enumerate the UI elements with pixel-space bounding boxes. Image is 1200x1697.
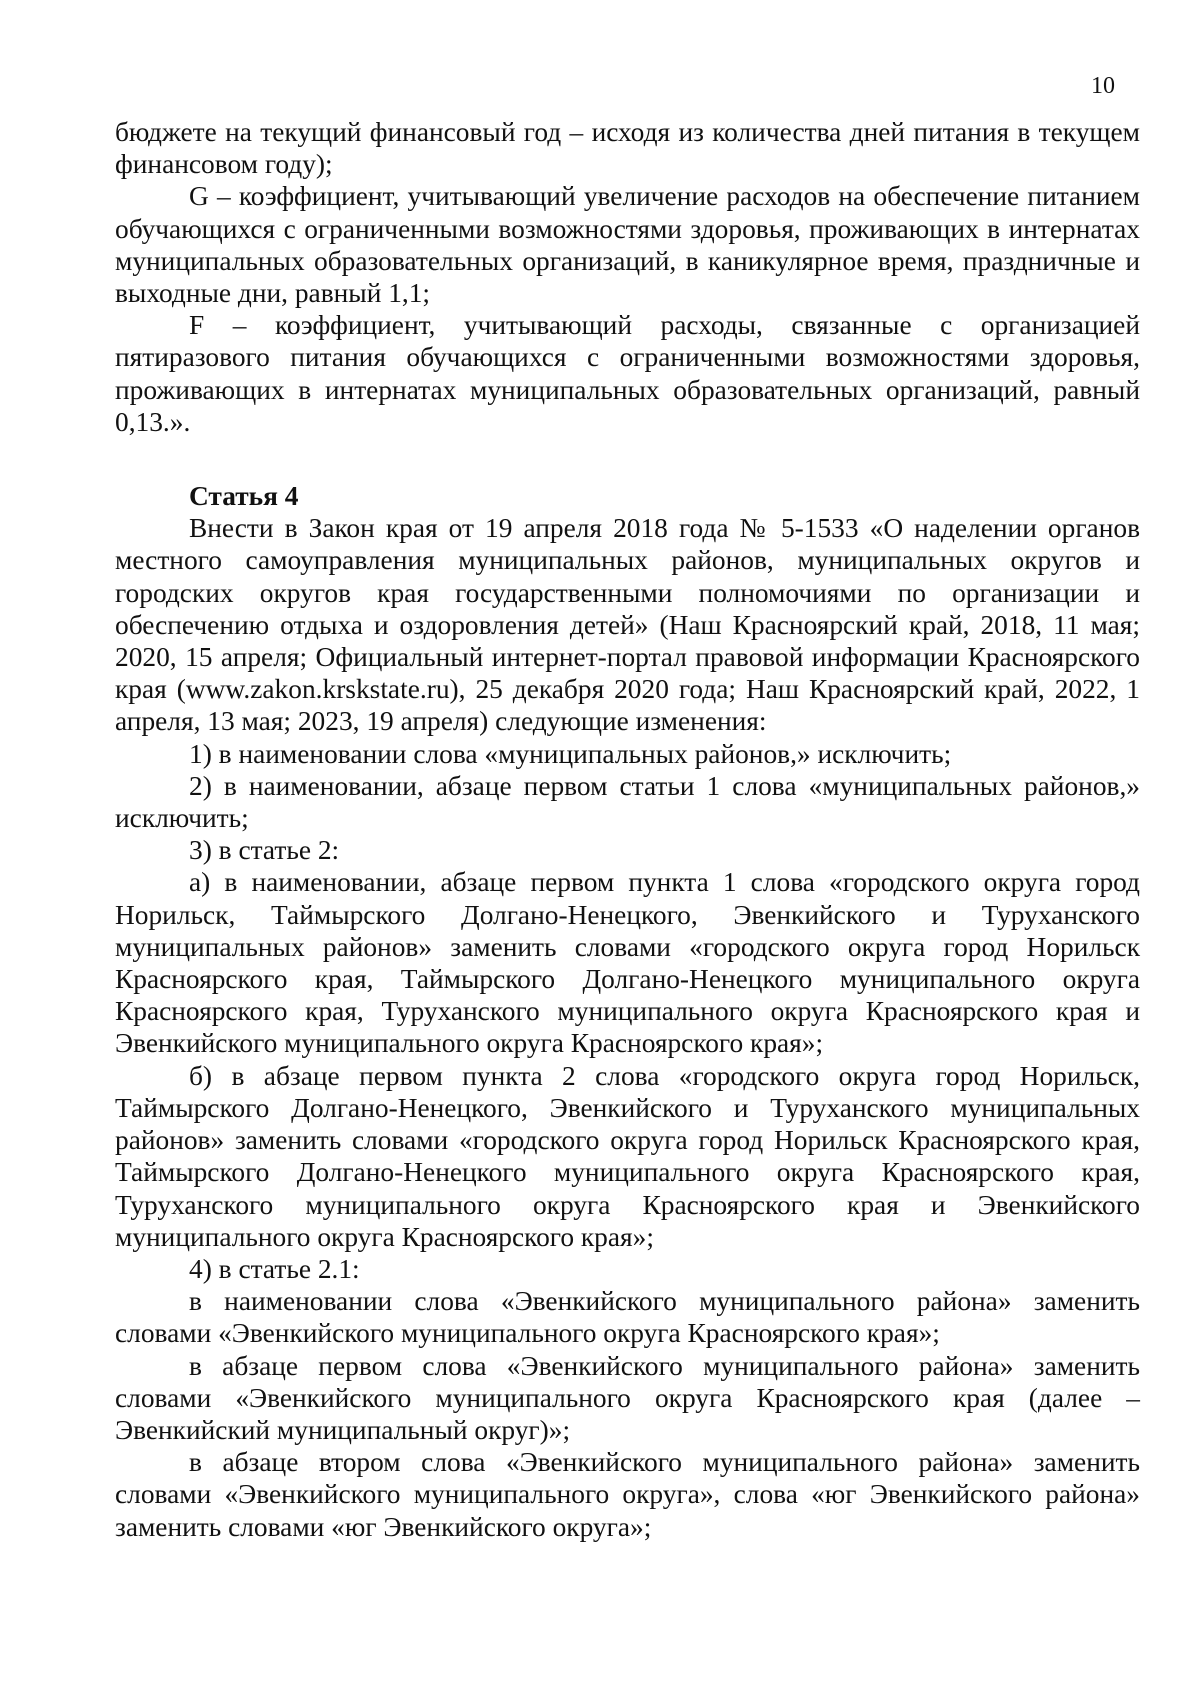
paragraph-item-4-title: в наименовании слова «Эвенкийского муниципального района» заменить словами «Эвенкийского муниципального округа Красноярского края»; bbox=[115, 1286, 1140, 1349]
paragraph-item-4: 4) в статье 2.1: bbox=[189, 1253, 360, 1284]
article-heading: Статья 4 bbox=[189, 481, 299, 512]
paragraph-item-3b: б) в абзаце первом пункта 2 слова «городского округа город Норильск, Таймырского Долгано-Ненецкого, Эвенкийского и Туруханского муниципальных районов» заменить словами «городского округа город Норильск Красноярского края, Таймырского Долгано-Ненецкого муниципального округа Красноярского края, Туруханского муниципального округа Красноярского края и Эвенкийского муниципального округа Красноярского края»; bbox=[115, 1060, 1140, 1252]
document-body bbox=[115, 116, 1140, 1543]
paragraph-item-3a: а) в наименовании, абзаце первом пункта 1 слова «городского округа город Норильск, Таймырского Долгано-Ненецкого, Эвенкийского и Туруханского муниципальных районов» заменить словами «городского округа город Норильск Красноярского края, Таймырского Долгано-Ненецкого муниципального округа Красноярского края, Туруханского муниципального округа Красноярского края и Эвенкийского муниципального округа Красноярского края»; bbox=[115, 867, 1140, 1059]
paragraph-item-2: 2) в наименовании, абзаце первом статьи 1 слова «муниципальных районов,» исключить; bbox=[115, 770, 1140, 834]
page-number: 10 bbox=[1091, 73, 1115, 99]
paragraph-item-4-first: в абзаце первом слова «Эвенкийского муниципального района» заменить словами «Эвенкийского муниципального округа Красноярского края (далее – Эвенкийский муниципальный округ)»; bbox=[115, 1350, 1140, 1445]
paragraph-continuation: бюджете на текущий финансовый год – исходя из количества дней питания в текущем финансовом году); bbox=[115, 117, 1140, 180]
paragraph-amendment-intro: Внести в Закон края от 19 апреля 2018 года № 5-1533 «О наделении органов местного самоуправления муниципальных районов, муниципальных округов и городских округов края государственными полномочиями по организации и обеспечению отдыха и оздоровления детей» (Наш Красноярский край, 2018, 11 мая; 2020, 15 апреля; Официальный интернет-портал правовой информации Красноярского края (www.zakon.krskstate.ru), 25 декабря 2020 года; Наш Красноярский край, 2022, 1 апреля, 13 мая; 2023, 19 апреля) следующие изменения: bbox=[115, 513, 1140, 737]
paragraph-item-3: 3) в статье 2: bbox=[189, 835, 340, 866]
paragraph-item-1: 1) в наименовании слова «муниципальных районов,» исключить; bbox=[189, 738, 952, 769]
paragraph-coefficient-g: G – коэффициент, учитывающий увеличение расходов на обеспечение питанием обучающихся с ограниченными возможностями здоровья, проживающих в интернатах муниципальных образовательных организаций, в каникулярное время, праздничные и выходные дни, равный 1,1; bbox=[115, 181, 1140, 309]
paragraph-item-4-second: в абзаце втором слова «Эвенкийского муниципального района» заменить словами «Эвенкийского муниципального округа», слова «юг Эвенкийского района» заменить словами «юг Эвенкийского округа»; bbox=[115, 1447, 1140, 1542]
paragraph-coefficient-f: F – коэффициент, учитывающий расходы, связанные с организацией пятиразового питания обучающихся с ограниченными возможностями здоровья, проживающих в интернатах муниципальных образовательных организаций, равный 0,13.». bbox=[115, 310, 1140, 437]
